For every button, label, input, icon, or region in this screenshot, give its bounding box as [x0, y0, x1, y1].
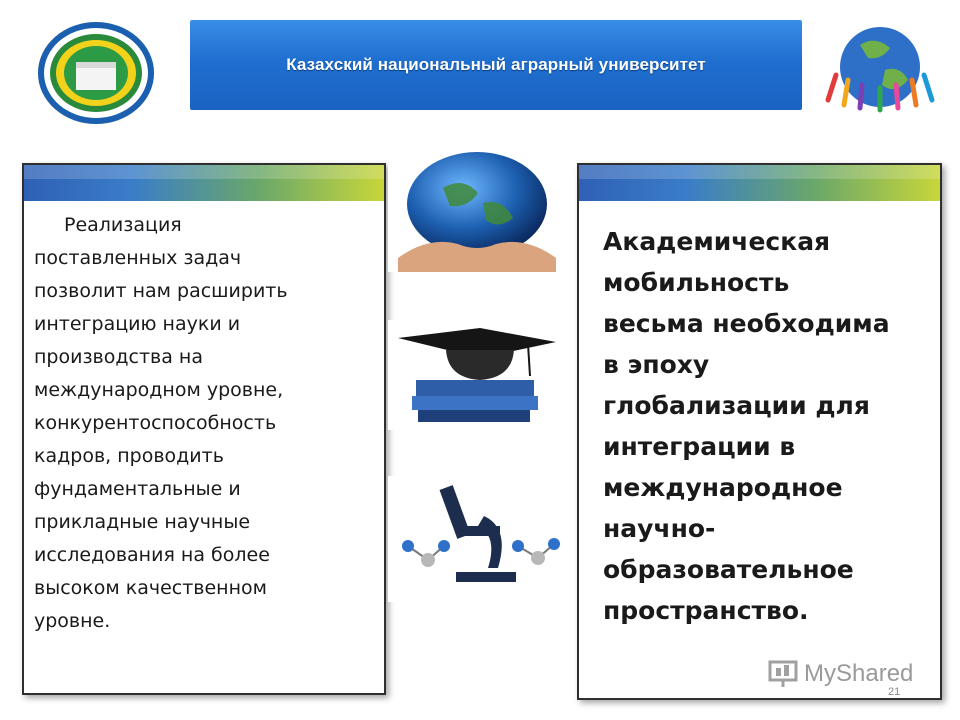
text-line: научно-	[603, 514, 716, 543]
right-text-panel	[577, 163, 942, 700]
text-line: интеграции в	[603, 432, 796, 461]
building-icon	[76, 62, 116, 90]
graduation-cap-books-icon	[388, 320, 566, 430]
watermark-label: MyShared	[804, 660, 914, 687]
text-line: интеграцию науки и	[34, 313, 241, 335]
text-line: образовательное	[603, 555, 854, 584]
text-line: международном уровне,	[34, 379, 284, 401]
text-line: поставленных задач	[34, 247, 242, 269]
globe-in-hands-icon	[388, 148, 566, 272]
globe-with-people-icon	[820, 20, 940, 115]
text-line: Реализация	[64, 214, 182, 236]
presentation-icon	[768, 660, 798, 688]
right-panel-text	[603, 221, 923, 631]
text-line: исследования на более	[34, 544, 270, 566]
left-text-panel	[22, 163, 386, 695]
text-line: конкурентоспособность	[34, 412, 277, 434]
text-line: фундаментальные и	[34, 478, 241, 500]
text-line: кадров, проводить	[34, 445, 224, 467]
text-line: в эпоху	[603, 350, 710, 379]
text-line: глобализации для	[603, 391, 870, 420]
university-emblem-icon	[38, 22, 154, 124]
text-line: международное	[603, 473, 843, 502]
text-line: пространство.	[603, 596, 809, 625]
panel-header-bar	[579, 165, 940, 201]
text-line: весьма необходима	[603, 309, 890, 338]
emblem-center	[64, 46, 128, 100]
text-line: уровне.	[34, 610, 111, 632]
text-line: высоком качественном	[34, 577, 267, 599]
panel-header-bar	[24, 165, 384, 201]
text-line: мобильность	[603, 268, 790, 297]
text-line: позволит нам расширить	[34, 280, 288, 302]
page-title: Казахский национальный аграрный университет	[286, 55, 706, 74]
left-panel-text	[34, 209, 364, 638]
text-line: прикладные научные	[34, 511, 251, 533]
text-line: Академическая	[603, 227, 831, 256]
header-banner	[190, 20, 802, 110]
text-line: производства на	[34, 346, 203, 368]
page-number: 21	[888, 686, 901, 698]
microscope-molecules-icon	[388, 476, 566, 602]
